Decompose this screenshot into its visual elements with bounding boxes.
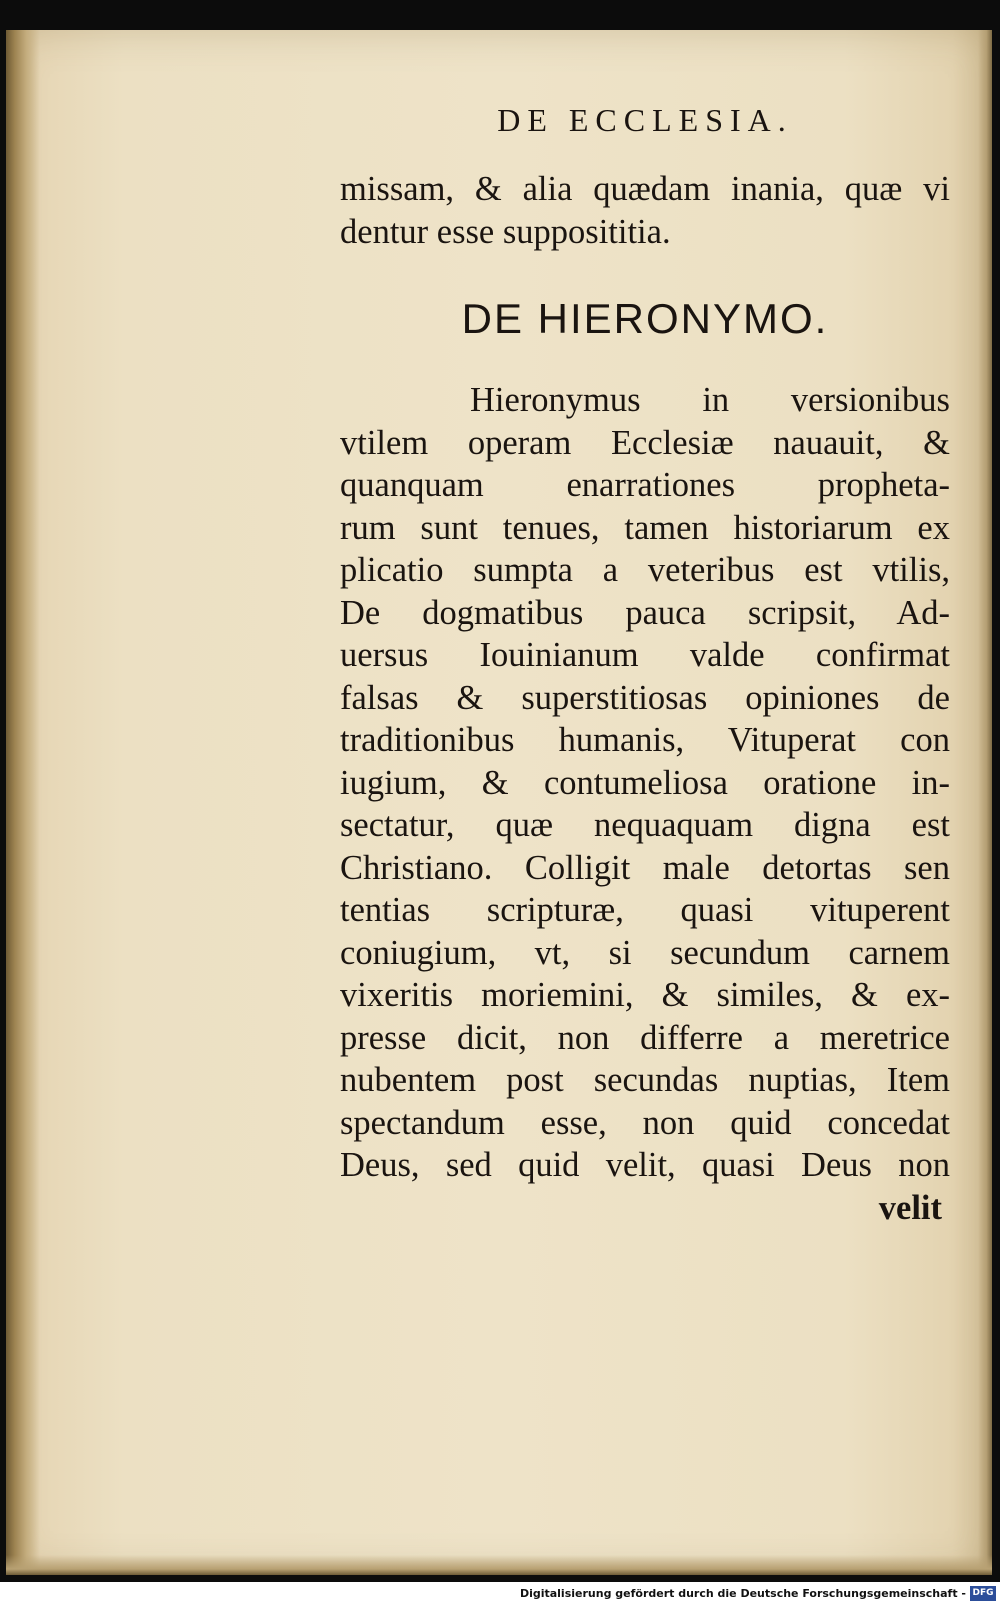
text-line: plicatio sumpta a veteribus est vtilis, — [340, 551, 950, 589]
text-line: coniugium, vt, si secundum carnem — [340, 933, 950, 972]
text-line: presse dicit, non differre a meretrice — [340, 1018, 950, 1057]
text-line: nubentem post secundas nuptias, Item — [340, 1061, 950, 1099]
text-line: spectandum esse, non quid concedat — [340, 1103, 950, 1142]
page-text — [340, 168, 950, 1229]
page-edge-left — [6, 30, 40, 1575]
text-line: vixeritis moriemini, & similes, & ex- — [340, 976, 950, 1014]
page-edge-bottom — [6, 1555, 992, 1575]
text-line: vtilem operam Ecclesiæ nauauit, & — [340, 423, 950, 462]
catchword: velit — [878, 1188, 942, 1227]
text-line: iugium, & contumeliosa oratione in- — [340, 763, 950, 802]
text-line: sectatur, quæ nequaquam digna est — [340, 806, 950, 844]
text-line: quanquam enarrationes propheta- — [340, 466, 950, 504]
text-line: dentur esse supposititia. — [340, 212, 671, 251]
text-line: Hieronymus in versionibus — [470, 381, 950, 419]
page-edge-right — [978, 30, 992, 1575]
funding-credit: Digitalisierung gefördert durch die Deutsche Forschungsgemeinschaft - — [519, 1587, 966, 1600]
text-line: Deus, sed quid velit, quasi Deus non — [340, 1146, 950, 1184]
text-line: De dogmatibus pauca scripsit, Ad- — [340, 593, 950, 632]
text-line: tentias scripturæ, quasi vituperent — [340, 891, 950, 929]
dfg-logo: DFG — [970, 1586, 996, 1601]
footer-bar — [0, 1582, 1000, 1607]
section-heading: DE HIERONYMO. — [461, 295, 829, 342]
text-line: rum sunt tenues, tamen historiarum ex — [340, 508, 950, 547]
text-line: traditionibus humanis, Vituperat con — [340, 721, 950, 759]
text-line: Christiano. Colligit male detortas sen — [340, 848, 950, 887]
text-line: missam, & alia quædam inania, quæ vi — [340, 170, 950, 208]
text-line: uersus Iouinianum valde confirmat — [340, 636, 950, 674]
text-line: falsas & superstitiosas opiniones de — [340, 678, 950, 717]
running-head: DE ECCLESIA. — [497, 102, 793, 138]
